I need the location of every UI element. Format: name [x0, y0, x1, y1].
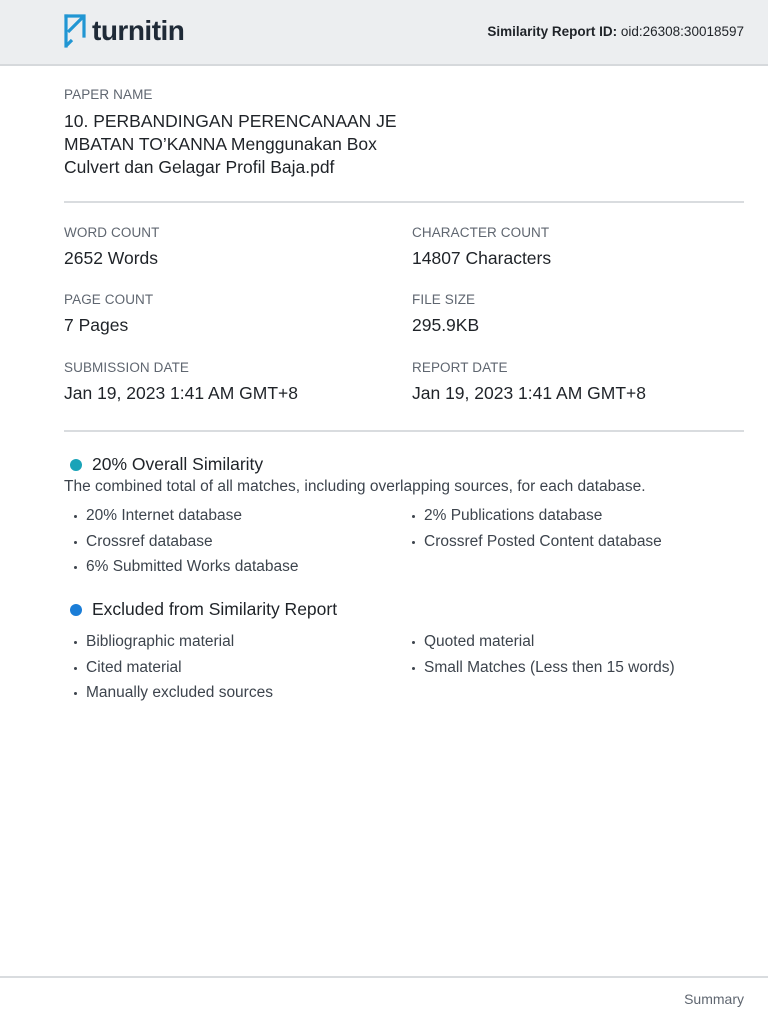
submission-date-value: Jan 19, 2023 1:41 AM GMT+8	[64, 383, 298, 403]
divider	[64, 430, 744, 432]
page-count	[64, 292, 153, 336]
file-size-value: 295.9KB	[412, 315, 480, 335]
turnitin-logo-icon	[63, 14, 87, 50]
report-date	[412, 360, 646, 404]
list-item: 20% Internet database	[64, 503, 299, 529]
character-count-label: CHARACTER COUNT	[412, 225, 550, 240]
character-count	[412, 225, 551, 269]
list-item: Small Matches (Less then 15 words)	[402, 655, 675, 681]
divider	[64, 201, 744, 203]
list-item: Crossref database	[64, 529, 299, 555]
footer-summary-label: Summary	[684, 991, 744, 1007]
word-count	[64, 225, 160, 269]
excluded-items-left	[64, 629, 273, 706]
word-count-value: 2652 Words	[64, 248, 159, 268]
logo-text: turnitin	[92, 15, 185, 46]
page-count-label: PAGE COUNT	[64, 292, 154, 307]
overall-similarity-heading	[70, 454, 263, 475]
file-size-label: FILE SIZE	[412, 292, 476, 307]
excluded-title: Excluded from Similarity Report	[92, 599, 338, 619]
report-date-label: REPORT DATE	[412, 360, 508, 375]
excluded-dot-icon	[70, 604, 82, 616]
list-item: Bibliographic material	[64, 629, 273, 655]
submission-date	[64, 360, 298, 404]
footer-divider	[0, 976, 768, 978]
page-count-value: 7 Pages	[64, 315, 129, 335]
similarity-databases-left	[64, 503, 299, 580]
excluded-items-right	[402, 629, 675, 680]
excluded-heading	[70, 599, 337, 620]
paper-name-label: PAPER NAME	[64, 87, 153, 102]
overall-similarity-title: 20% Overall Similarity	[92, 454, 264, 474]
similarity-databases-right	[402, 503, 662, 554]
character-count-value: 14807 Characters	[412, 248, 552, 268]
list-item: 2% Publications database	[402, 503, 662, 529]
report-id-label: Similarity Report ID:	[487, 24, 618, 39]
submission-date-label: SUBMISSION DATE	[64, 360, 190, 375]
turnitin-logo	[63, 13, 184, 51]
similarity-report-id	[487, 24, 744, 39]
list-item: Crossref Posted Content database	[402, 529, 662, 555]
list-item: Cited material	[64, 655, 273, 681]
paper-name: 10. PERBANDINGAN PERENCANAAN JE MBATAN TO’KANNA Menggunakan Box Culvert dan Gelagar Profil Baja.pdf	[64, 111, 397, 177]
word-count-label: WORD COUNT	[64, 225, 160, 240]
report-date-value: Jan 19, 2023 1:41 AM GMT+8	[412, 383, 646, 403]
similarity-dot-icon	[70, 459, 82, 471]
similarity-description: The combined total of all matches, including overlapping sources, for each database.	[64, 478, 646, 495]
report-id-value: oid:26308:30018597	[620, 24, 744, 39]
list-item: Quoted material	[402, 629, 675, 655]
report-header	[0, 0, 768, 66]
list-item: 6% Submitted Works database	[64, 554, 299, 580]
file-size	[412, 292, 479, 336]
list-item: Manually excluded sources	[64, 680, 273, 706]
